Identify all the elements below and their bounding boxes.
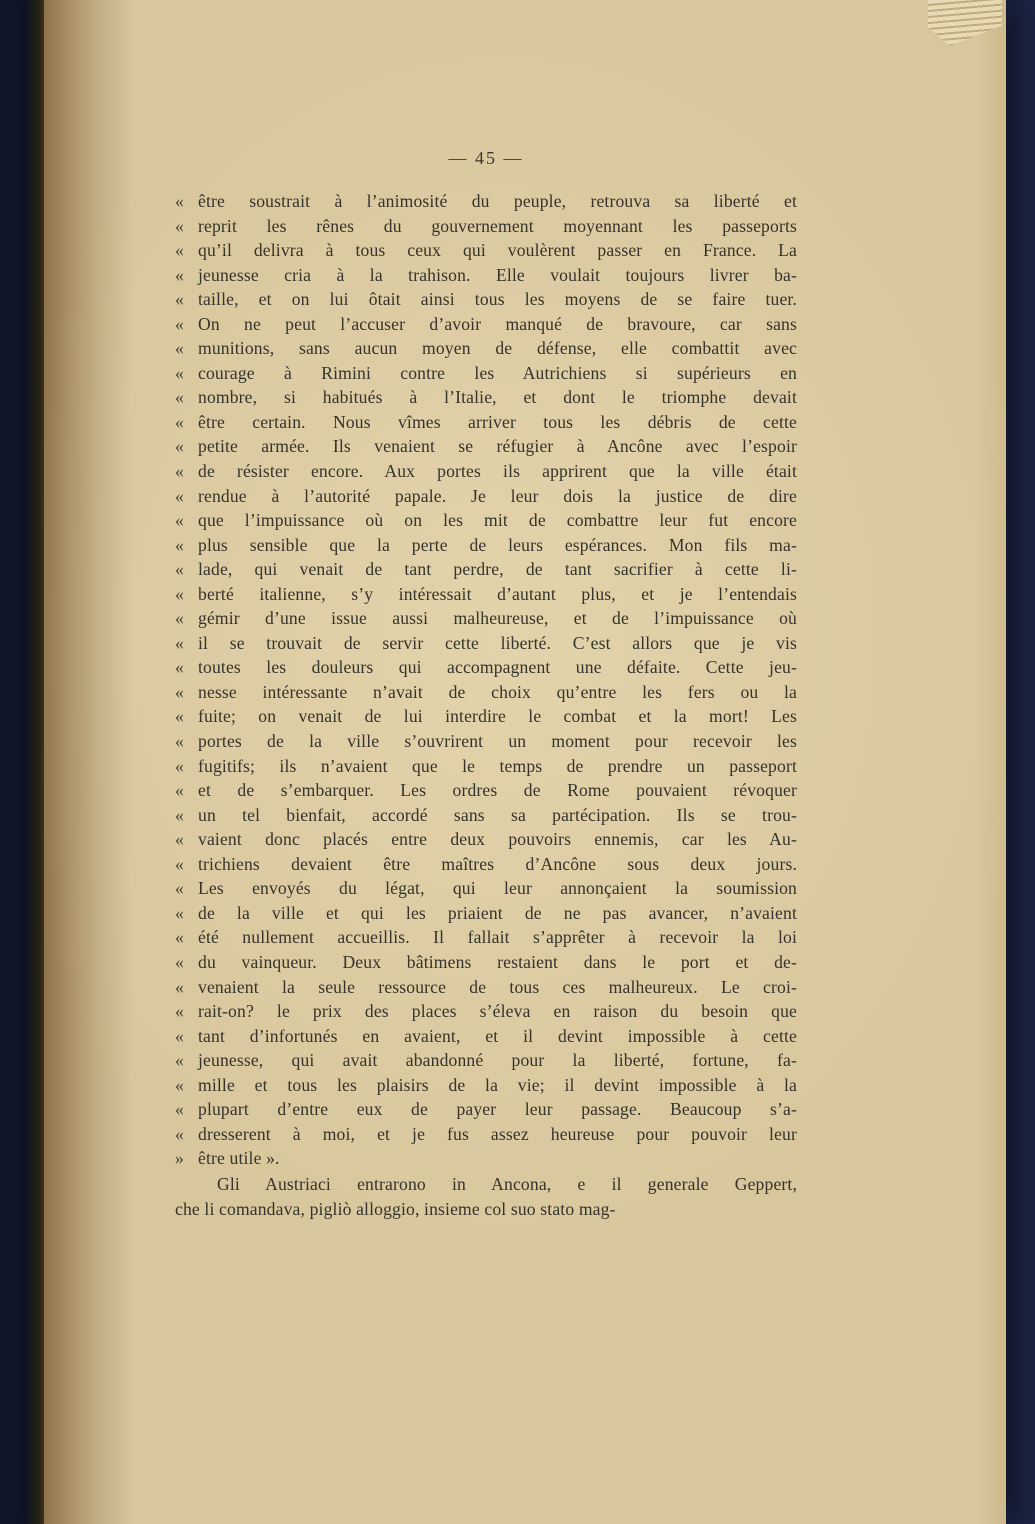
quote-marker: « — [175, 780, 184, 801]
text-line — [175, 852, 797, 877]
line-text: jeunesse cria à la trahison. Elle voulait toujours livrer ba- — [198, 264, 797, 285]
line-text: reprit les rênes du gouvernement moyennant les passeports — [198, 215, 797, 236]
book-spine — [0, 0, 46, 1524]
text-line — [175, 1097, 797, 1122]
text-line — [175, 508, 797, 533]
text-line — [175, 925, 797, 950]
text-line — [175, 975, 797, 1000]
quote-marker: « — [175, 731, 184, 752]
quote-marker: « — [175, 436, 184, 457]
quote-marker: « — [175, 608, 184, 629]
text-line — [175, 803, 797, 828]
text-line — [175, 655, 797, 680]
quote-marker: « — [175, 1025, 184, 1046]
line-text: courage à Rimini contre les Autrichiens si supérieurs en — [198, 362, 797, 383]
text-line — [175, 876, 797, 901]
line-text: de la ville et qui les priaient de ne pas avancer, n’avaient — [198, 902, 797, 923]
text-line — [175, 1146, 797, 1171]
quote-marker: « — [175, 829, 184, 850]
text-line — [175, 385, 797, 410]
line-text: plupart d’entre eux de payer leur passage. Beaucoup s’a- — [198, 1099, 797, 1120]
quote-marker: « — [175, 264, 184, 285]
line-text: rait-on? le prix des places s’éleva en raison du besoin que — [198, 1001, 797, 1022]
line-text: rendue à l’autorité papale. Je leur dois la justice de dire — [198, 485, 797, 506]
text-line — [175, 704, 797, 729]
quote-marker: « — [175, 927, 184, 948]
text-line — [175, 606, 797, 631]
text-line — [175, 410, 797, 435]
text-line — [175, 238, 797, 263]
quote-marker: « — [175, 1099, 184, 1120]
line-text: trichiens devaient être maîtres d’Ancône sous deux jours. — [198, 853, 797, 874]
text-line — [175, 287, 797, 312]
line-text: Les envoyés du légat, qui leur annonçaient la soumission — [198, 878, 797, 899]
line-text: plus sensible que la perte de leurs espérances. Mon fils ma- — [198, 534, 797, 555]
text-line — [175, 1048, 797, 1073]
quote-marker: « — [175, 289, 184, 310]
gutter-shadow — [44, 0, 134, 1524]
text-line — [175, 950, 797, 975]
line-text: venaient la seule ressource de tous ces malheureux. Le croi- — [198, 976, 797, 997]
text-line — [175, 459, 797, 484]
line-text: nombre, si habitués à l’Italie, et dont le triomphe devait — [198, 387, 797, 408]
line-text: et de s’embarquer. Les ordres de Rome pouvaient révoquer — [198, 780, 797, 801]
quote-marker: « — [175, 1123, 184, 1144]
text-line — [175, 189, 797, 214]
quote-marker: « — [175, 510, 184, 531]
quote-marker: « — [175, 976, 184, 997]
text-line — [175, 434, 797, 459]
text-line — [175, 263, 797, 288]
page-content — [175, 148, 797, 1223]
line-text: été nullement accueillis. Il fallait s’apprêter à recevoir la loi — [198, 927, 797, 948]
quote-marker: « — [175, 559, 184, 580]
quote-marker: « — [175, 215, 184, 236]
line-text: être soustrait à l’animosité du peuple, retrouva sa liberté et — [198, 191, 797, 211]
book-page — [44, 0, 1006, 1524]
quote-marker: « — [175, 338, 184, 359]
quoted-passage — [175, 189, 797, 1171]
text-line — [175, 680, 797, 705]
quote-marker: « — [175, 755, 184, 776]
text-line — [175, 336, 797, 361]
line-text: du vainqueur. Deux bâtimens restaient dans le port et de- — [198, 951, 797, 972]
quote-marker: « — [175, 878, 184, 899]
quote-marker: « — [175, 1050, 184, 1071]
text-line — [175, 1122, 797, 1147]
closing-paragraph — [175, 1172, 797, 1223]
quote-marker: « — [175, 411, 184, 432]
line-text: portes de la ville s’ouvrirent un moment pour recevoir les — [198, 731, 797, 752]
line-text: nesse intéressante n’avait de choix qu’entre les fers ou la — [198, 681, 797, 702]
quote-marker: « — [175, 362, 184, 383]
quote-marker: « — [175, 313, 184, 334]
quote-marker: « — [175, 485, 184, 506]
text-line — [175, 361, 797, 386]
line-text: qu’il delivra à tous ceux qui voulèrent passer en France. La — [198, 240, 797, 261]
text-line — [175, 1073, 797, 1098]
text-line — [175, 729, 797, 754]
text-line — [175, 582, 797, 607]
line-text: mille et tous les plaisirs de la vie; il devint impossible à la — [198, 1074, 797, 1095]
paragraph-line: che li comandava, pigliò alloggio, insieme col suo stato mag- — [175, 1199, 616, 1220]
text-line — [175, 557, 797, 582]
text-line — [175, 999, 797, 1024]
line-text: petite armée. Ils venaient se réfugier à Ancône avec l’espoir — [198, 436, 797, 457]
line-text: On ne peut l’accuser d’avoir manqué de bravoure, car sans — [198, 313, 797, 334]
quote-marker: « — [175, 681, 184, 702]
line-text: jeunesse, qui avait abandonné pour la liberté, fortune, fa- — [198, 1050, 797, 1071]
text-line — [175, 1024, 797, 1049]
line-text: toutes les douleurs qui accompagnent une défaite. Cette jeu- — [198, 657, 797, 678]
quote-marker: « — [175, 657, 184, 678]
line-text: munitions, sans aucun moyen de défense, elle combattit avec — [198, 338, 797, 359]
quote-marker: « — [175, 951, 184, 972]
quote-marker: « — [175, 853, 184, 874]
quote-marker: « — [175, 1001, 184, 1022]
text-line — [175, 901, 797, 926]
line-text: il se trouvait de servir cette liberté. C’est allors que je vis — [198, 632, 797, 653]
quote-marker: » — [175, 1148, 184, 1169]
text-line — [175, 827, 797, 852]
text-line — [175, 214, 797, 239]
text-line — [175, 778, 797, 803]
line-text: tant d’infortunés en avaient, et il devint impossible à cette — [198, 1025, 797, 1046]
paragraph-line: Gli Austriaci entrarono in Ancona, e il generale Geppert, — [217, 1173, 797, 1194]
quote-marker: « — [175, 902, 184, 923]
text-line — [175, 754, 797, 779]
quote-marker: « — [175, 632, 184, 653]
quote-marker: « — [175, 461, 184, 482]
page-number: — 45 — — [448, 148, 524, 168]
line-text: que l’impuissance où on les mit de combattre leur fut encore — [198, 510, 797, 531]
quote-marker: « — [175, 583, 184, 604]
line-text: lade, qui venait de tant perdre, de tant sacrifier à cette li- — [198, 559, 797, 580]
quote-marker: « — [175, 240, 184, 261]
line-text: être certain. Nous vîmes arriver tous les débris de cette — [198, 411, 797, 432]
page-edges — [928, 0, 1002, 46]
text-line — [175, 484, 797, 509]
text-line — [175, 312, 797, 337]
text-line — [175, 533, 797, 558]
text-line — [175, 631, 797, 656]
quote-marker: « — [175, 191, 184, 211]
line-text: berté italienne, s’y intéressait d’autant plus, et je l’entendais — [198, 583, 797, 604]
line-text: fuite; on venait de lui interdire le combat et la mort! Les — [198, 706, 797, 727]
quote-marker: « — [175, 1074, 184, 1095]
quote-marker: « — [175, 706, 184, 727]
quote-marker: « — [175, 804, 184, 825]
line-text: vaient donc placés entre deux pouvoirs ennemis, car les Au- — [198, 829, 797, 850]
quote-marker: « — [175, 387, 184, 408]
quote-marker: « — [175, 534, 184, 555]
line-text: de résister encore. Aux portes ils apprirent que la ville était — [198, 461, 797, 482]
line-text: fugitifs; ils n’avaient que le temps de prendre un passeport — [198, 755, 797, 776]
line-text: gémir d’une issue aussi malheureuse, et de l’impuissance où — [198, 608, 797, 629]
line-text: être utile ». — [198, 1148, 280, 1169]
line-text: taille, et on lui ôtait ainsi tous les moyens de se faire tuer. — [198, 289, 797, 310]
line-text: dresserent à moi, et je fus assez heureuse pour pouvoir leur — [198, 1123, 797, 1144]
line-text: un tel bienfait, accordé sans sa partécipation. Ils se trou- — [198, 804, 797, 825]
